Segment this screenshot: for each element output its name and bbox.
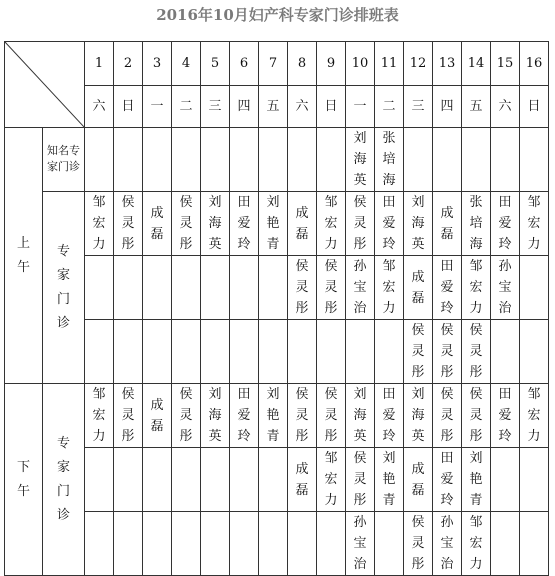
schedule-cell (230, 384, 259, 448)
weekday-cell: 一 (346, 86, 375, 128)
am-famous-row (5, 128, 549, 192)
doctor-name: 侯灵彤 (324, 259, 338, 316)
schedule-cell (462, 384, 491, 448)
schedule-cell (230, 512, 259, 576)
pm-expert-row-3 (5, 512, 549, 576)
doctor-name: 刘海英 (353, 387, 367, 444)
schedule-cell (114, 512, 143, 576)
schedule-cell (462, 192, 491, 256)
weekday-cell: 五 (259, 86, 288, 128)
schedule-cell (85, 128, 114, 192)
doctor-name: 邹宏力 (92, 387, 106, 444)
doctor-name: 侯灵彤 (440, 387, 454, 444)
schedule-cell (288, 448, 317, 512)
schedule-cell (172, 320, 201, 384)
schedule-cell (346, 256, 375, 320)
schedule-cell (230, 448, 259, 512)
schedule-cell (375, 448, 404, 512)
doctor-name: 邹宏力 (324, 195, 338, 252)
date-cell: 15 (491, 42, 520, 86)
doctor-name: 孙宝治 (498, 259, 512, 316)
schedule-cell (288, 320, 317, 384)
schedule-cell (288, 384, 317, 448)
schedule-cell (346, 448, 375, 512)
schedule-cell (404, 256, 433, 320)
doctor-name: 侯灵彤 (353, 195, 367, 252)
doctor-name: 刘海英 (411, 195, 425, 252)
doctor-name: 邹宏力 (92, 195, 106, 252)
schedule-cell (317, 448, 346, 512)
schedule-cell (230, 320, 259, 384)
schedule-cell (520, 320, 549, 384)
schedule-cell (317, 384, 346, 448)
category-expert-label: 专家门诊 (56, 243, 70, 331)
schedule-cell (520, 512, 549, 576)
schedule-cell (462, 256, 491, 320)
schedule-cell (201, 128, 230, 192)
weekday-cell: 四 (230, 86, 259, 128)
doctor-name: 侯灵彤 (411, 323, 425, 380)
date-row (5, 42, 549, 86)
doctor-name: 侯灵彤 (295, 387, 309, 444)
doctor-name: 刘艳青 (266, 195, 280, 252)
doctor-name: 田爱玲 (498, 387, 512, 444)
date-cell: 9 (317, 42, 346, 86)
doctor-name: 刘海英 (411, 387, 425, 444)
doctor-name: 田爱玲 (382, 387, 396, 444)
schedule-cell (259, 448, 288, 512)
doctor-name: 邹宏力 (324, 451, 338, 508)
schedule-cell (201, 384, 230, 448)
schedule-cell (259, 192, 288, 256)
schedule-cell (201, 448, 230, 512)
schedule-cell (433, 256, 462, 320)
doctor-name: 田爱玲 (237, 195, 251, 252)
schedule-cell (230, 128, 259, 192)
doctor-name: 田爱玲 (382, 195, 396, 252)
schedule-cell (433, 320, 462, 384)
date-cell: 3 (143, 42, 172, 86)
schedule-cell (259, 128, 288, 192)
schedule-cell (201, 256, 230, 320)
schedule-cell (375, 320, 404, 384)
period-am (5, 128, 43, 384)
pm-expert-row-2 (5, 448, 549, 512)
category-famous (43, 128, 85, 192)
weekday-cell: 六 (288, 86, 317, 128)
schedule-cell (520, 128, 549, 192)
doctor-name: 成磊 (440, 205, 454, 242)
doctor-name: 成磊 (411, 269, 425, 306)
weekday-cell: 一 (143, 86, 172, 128)
schedule-cell (143, 128, 172, 192)
schedule-cell (143, 320, 172, 384)
doctor-name: 田爱玲 (440, 451, 454, 508)
schedule-cell (433, 192, 462, 256)
schedule-cell (288, 256, 317, 320)
doctor-name: 邹宏力 (382, 259, 396, 316)
weekday-cell: 三 (201, 86, 230, 128)
schedule-cell (375, 384, 404, 448)
diagonal-header-cell (5, 42, 85, 128)
schedule-cell (404, 448, 433, 512)
doctor-name: 孙宝治 (440, 515, 454, 572)
schedule-cell (346, 128, 375, 192)
date-cell: 12 (404, 42, 433, 86)
schedule-cell (375, 256, 404, 320)
doctor-name: 邹宏力 (469, 515, 483, 572)
schedule-cell (143, 512, 172, 576)
schedule-cell (375, 512, 404, 576)
schedule-cell (433, 128, 462, 192)
doctor-name: 田爱玲 (498, 195, 512, 252)
weekday-cell: 四 (433, 86, 462, 128)
schedule-cell (172, 128, 201, 192)
schedule-cell (491, 192, 520, 256)
schedule-cell (491, 448, 520, 512)
weekday-cell: 六 (85, 86, 114, 128)
schedule-cell (85, 512, 114, 576)
schedule-cell (143, 256, 172, 320)
schedule-cell (491, 128, 520, 192)
weekday-cell: 五 (462, 86, 491, 128)
schedule-cell (317, 320, 346, 384)
doctor-name: 成磊 (295, 461, 309, 498)
period-am-label: 上午 (16, 235, 30, 275)
schedule-cell (375, 128, 404, 192)
schedule-cell (491, 384, 520, 448)
category-famous-label: 知名专家门诊 (47, 144, 80, 173)
doctor-name: 刘艳青 (382, 451, 396, 508)
schedule-cell (85, 384, 114, 448)
schedule-cell (288, 512, 317, 576)
doctor-name: 邹宏力 (469, 259, 483, 316)
schedule-cell (375, 192, 404, 256)
schedule-cell (462, 320, 491, 384)
doctor-name: 邹宏力 (527, 387, 541, 444)
doctor-name: 成磊 (150, 205, 164, 242)
doctor-name: 孙宝治 (353, 515, 367, 572)
period-pm (5, 384, 43, 576)
doctor-name: 刘海英 (353, 131, 367, 188)
schedule-cell (288, 192, 317, 256)
weekday-row (5, 86, 549, 128)
category-expert-am (43, 192, 85, 384)
weekday-cell: 日 (520, 86, 549, 128)
date-cell: 13 (433, 42, 462, 86)
schedule-cell (114, 128, 143, 192)
date-cell: 8 (288, 42, 317, 86)
schedule-cell (404, 512, 433, 576)
schedule-cell (404, 320, 433, 384)
schedule-cell (346, 192, 375, 256)
doctor-name: 田爱玲 (440, 259, 454, 316)
doctor-name: 侯灵彤 (179, 387, 193, 444)
schedule-cell (491, 256, 520, 320)
schedule-cell (346, 384, 375, 448)
doctor-name: 张培海 (469, 195, 483, 252)
doctor-name: 刘艳青 (266, 387, 280, 444)
date-cell: 4 (172, 42, 201, 86)
schedule-cell (433, 512, 462, 576)
schedule-cell (520, 192, 549, 256)
schedule-cell (172, 512, 201, 576)
schedule-cell (317, 512, 346, 576)
date-cell: 16 (520, 42, 549, 86)
schedule-cell (230, 192, 259, 256)
doctor-name: 侯灵彤 (353, 451, 367, 508)
schedule-cell (317, 256, 346, 320)
doctor-name: 刘海英 (208, 195, 222, 252)
schedule-cell (143, 448, 172, 512)
schedule-cell (201, 192, 230, 256)
schedule-cell (114, 192, 143, 256)
schedule-cell (288, 128, 317, 192)
doctor-name: 侯灵彤 (179, 195, 193, 252)
period-pm-label: 下午 (16, 459, 30, 499)
schedule-cell (433, 384, 462, 448)
schedule-cell (85, 256, 114, 320)
schedule-cell (201, 320, 230, 384)
schedule-cell (230, 256, 259, 320)
category-expert-label: 专家门诊 (56, 435, 70, 523)
schedule-cell (520, 384, 549, 448)
schedule-cell (143, 192, 172, 256)
doctor-name: 侯灵彤 (411, 515, 425, 572)
date-cell: 6 (230, 42, 259, 86)
doctor-name: 田爱玲 (237, 387, 251, 444)
schedule-cell (462, 512, 491, 576)
schedule-cell (172, 384, 201, 448)
date-cell: 14 (462, 42, 491, 86)
schedule-cell (143, 384, 172, 448)
schedule-cell (259, 256, 288, 320)
schedule-cell (259, 512, 288, 576)
schedule-cell (433, 448, 462, 512)
weekday-cell: 日 (317, 86, 346, 128)
schedule-cell (114, 384, 143, 448)
schedule-cell (491, 320, 520, 384)
doctor-name: 刘艳青 (469, 451, 483, 508)
doctor-name: 邹宏力 (527, 195, 541, 252)
doctor-name: 成磊 (411, 461, 425, 498)
date-cell: 2 (114, 42, 143, 86)
doctor-name: 张培海 (382, 131, 396, 188)
doctor-name: 成磊 (150, 397, 164, 434)
schedule-cell (404, 128, 433, 192)
schedule-cell (172, 256, 201, 320)
weekday-cell: 三 (404, 86, 433, 128)
schedule-cell (520, 448, 549, 512)
doctor-name: 侯灵彤 (324, 387, 338, 444)
schedule-cell (172, 448, 201, 512)
date-cell: 10 (346, 42, 375, 86)
schedule-cell (114, 448, 143, 512)
schedule-cell (201, 512, 230, 576)
schedule-cell (462, 448, 491, 512)
schedule-cell (85, 192, 114, 256)
schedule-table (4, 41, 549, 576)
am-expert-row-1 (5, 192, 549, 256)
schedule-cell (346, 320, 375, 384)
schedule-cell (346, 512, 375, 576)
schedule-cell (259, 384, 288, 448)
schedule-cell (317, 192, 346, 256)
schedule-cell (114, 256, 143, 320)
date-cell: 1 (85, 42, 114, 86)
date-cell: 7 (259, 42, 288, 86)
schedule-cell (404, 384, 433, 448)
am-expert-row-2 (5, 256, 549, 320)
doctor-name: 侯灵彤 (440, 323, 454, 380)
page-title: 2016年10月妇产科专家门诊排班表 (156, 6, 399, 24)
schedule-cell (491, 512, 520, 576)
weekday-cell: 日 (114, 86, 143, 128)
date-cell: 11 (375, 42, 404, 86)
schedule-cell (520, 256, 549, 320)
doctor-name: 侯灵彤 (121, 387, 135, 444)
date-cell: 5 (201, 42, 230, 86)
schedule-cell (85, 448, 114, 512)
pm-expert-row-1 (5, 384, 549, 448)
weekday-cell: 六 (491, 86, 520, 128)
schedule-cell (317, 128, 346, 192)
weekday-cell: 二 (172, 86, 201, 128)
doctor-name: 刘海英 (208, 387, 222, 444)
doctor-name: 侯灵彤 (295, 259, 309, 316)
schedule-cell (85, 320, 114, 384)
am-expert-row-3 (5, 320, 549, 384)
doctor-name: 孙宝治 (353, 259, 367, 316)
schedule-cell (404, 192, 433, 256)
weekday-cell: 二 (375, 86, 404, 128)
schedule-cell (462, 128, 491, 192)
doctor-name: 成磊 (295, 205, 309, 242)
doctor-name: 侯灵彤 (469, 387, 483, 444)
diagonal-line (5, 42, 85, 128)
doctor-name: 侯灵彤 (121, 195, 135, 252)
schedule-cell (114, 320, 143, 384)
doctor-name: 侯灵彤 (469, 323, 483, 380)
schedule-cell (172, 192, 201, 256)
schedule-cell (259, 320, 288, 384)
category-expert-pm (43, 384, 85, 576)
